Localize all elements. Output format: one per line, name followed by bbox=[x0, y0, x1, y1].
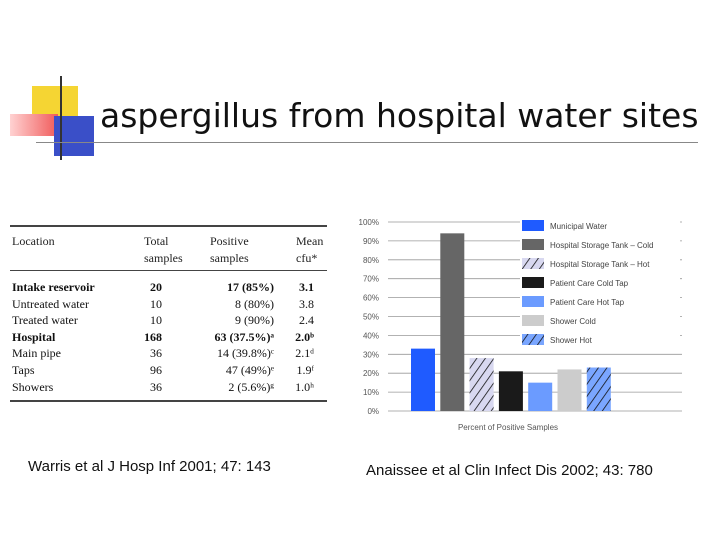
table-cell-positive: 8 (80%) bbox=[235, 296, 274, 311]
table-cell-positive: 17 (85%) bbox=[227, 280, 274, 294]
table-cell-mean: 1.0ʰ bbox=[295, 379, 314, 394]
bar bbox=[528, 383, 552, 411]
table-cell-mean: 2.0ᵇ bbox=[295, 329, 314, 344]
table-cell-positive: 2 (5.6%)ᵍ bbox=[228, 379, 274, 394]
table-top-rule bbox=[10, 225, 327, 227]
col-header-mean: Mean bbox=[296, 234, 324, 248]
title-underline bbox=[36, 142, 698, 143]
bar-hatch bbox=[470, 358, 494, 411]
table-cell-total: 10 bbox=[150, 313, 162, 328]
y-tick-label: 30% bbox=[362, 350, 379, 360]
legend-label: Hospital Storage Tank – Cold bbox=[550, 241, 654, 250]
logo-red-bar bbox=[10, 114, 58, 136]
table-cell-location: Treated water bbox=[12, 313, 78, 328]
legend-swatch-hatch bbox=[522, 334, 544, 345]
table-cell-location: Main pipe bbox=[12, 346, 61, 361]
slide-title: aspergillus from hospital water sites bbox=[100, 96, 699, 135]
results-table bbox=[10, 218, 327, 402]
legend-label: Hospital Storage Tank – Hot bbox=[550, 260, 650, 269]
bar-hatch bbox=[587, 368, 611, 411]
legend-swatch bbox=[522, 296, 544, 307]
y-tick-label: 50% bbox=[362, 312, 379, 322]
table-cell-positive: 9 (90%) bbox=[235, 313, 274, 328]
table-cell-mean: 2.4 bbox=[299, 313, 314, 328]
bar bbox=[440, 233, 464, 411]
legend-swatch bbox=[522, 277, 544, 288]
bar bbox=[499, 371, 523, 411]
y-tick-label: 20% bbox=[362, 369, 379, 379]
legend-label: Patient Care Cold Tap bbox=[550, 279, 629, 288]
col-header-total-sub: samples bbox=[144, 251, 183, 265]
table-cell-location: Intake reservoir bbox=[12, 280, 95, 294]
table-cell-total: 10 bbox=[150, 296, 162, 311]
y-tick-label: 100% bbox=[358, 218, 379, 227]
table-cell-mean: 1.9ᶠ bbox=[296, 363, 314, 377]
table-bottom-rule bbox=[10, 400, 327, 402]
table-cell-mean: 3.8 bbox=[299, 296, 314, 311]
y-tick-label: 10% bbox=[362, 388, 379, 398]
y-tick-label: 80% bbox=[362, 255, 379, 265]
table-cell-location: Showers bbox=[12, 379, 54, 394]
table-cell-positive: 47 (49%)ᵉ bbox=[225, 363, 274, 377]
col-header-total: Total bbox=[144, 234, 169, 248]
y-tick-label: 60% bbox=[362, 293, 379, 303]
table-cell-total: 168 bbox=[144, 329, 162, 344]
col-header-positive: Positive bbox=[210, 234, 249, 248]
legend-label: Municipal Water bbox=[550, 222, 608, 231]
col-header-mean-sub: cfu* bbox=[296, 251, 318, 265]
legend-swatch bbox=[522, 220, 544, 231]
table-cell-total: 36 bbox=[150, 346, 162, 361]
table-cell-positive: 63 (37.5%)ᵃ bbox=[214, 329, 274, 344]
legend-label: Patient Care Hot Tap bbox=[550, 298, 625, 307]
table-cell-mean: 3.1 bbox=[299, 280, 314, 294]
bar-chart bbox=[348, 212, 688, 434]
table-cell-mean: 2.1ᵈ bbox=[295, 346, 314, 361]
table-cell-location: Taps bbox=[12, 363, 35, 377]
col-header-positive-sub: samples bbox=[210, 251, 249, 265]
bar bbox=[558, 369, 582, 411]
legend-swatch-hatch bbox=[522, 258, 544, 269]
y-tick-label: 40% bbox=[362, 331, 379, 341]
legend-label: Shower Hot bbox=[550, 336, 592, 345]
y-tick-label: 90% bbox=[362, 236, 379, 246]
table-cell-location: Hospital bbox=[12, 329, 56, 344]
table-cell-total: 36 bbox=[150, 379, 162, 394]
col-header-location: Location bbox=[12, 234, 55, 248]
y-tick-label: 70% bbox=[362, 274, 379, 284]
table-cell-location: Untreated water bbox=[12, 296, 89, 311]
table-cell-positive: 14 (39.8%)ᶜ bbox=[216, 346, 274, 361]
caption-right: Anaissee et al Clin Infect Dis 2002; 43: 780 bbox=[366, 462, 653, 479]
legend-swatch bbox=[522, 239, 544, 250]
chart-legend bbox=[520, 219, 680, 346]
table-cell-total: 20 bbox=[150, 280, 162, 294]
table-cell-total: 96 bbox=[150, 363, 162, 377]
bar bbox=[411, 349, 435, 411]
table-header-rule bbox=[10, 270, 327, 271]
chart-x-axis-label: Percent of Positive Samples bbox=[457, 423, 559, 432]
caption-left: Warris et al J Hosp Inf 2001; 47: 143 bbox=[28, 458, 271, 475]
y-tick-label: 0% bbox=[367, 407, 379, 416]
legend-label: Shower Cold bbox=[550, 317, 596, 326]
legend-swatch bbox=[522, 315, 544, 326]
logo-vertical-line bbox=[60, 76, 62, 160]
